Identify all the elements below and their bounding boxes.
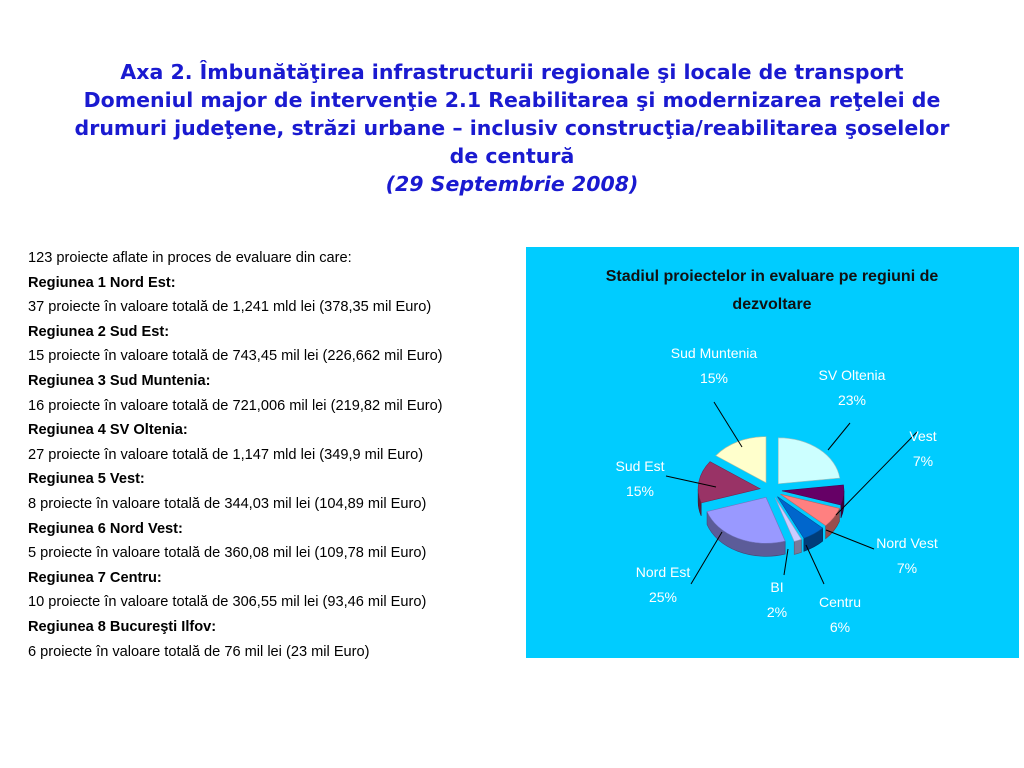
slice-label-name-4: Centru — [818, 594, 862, 610]
slice-label-pct-1: 23% — [837, 392, 867, 408]
region-5-name: Regiunea 5 Vest: — [28, 471, 145, 488]
slice-label-pct-7: 15% — [625, 483, 655, 499]
slice-label-name-1: SV Oltenia — [818, 367, 886, 383]
slice-label-name-2: Vest — [909, 428, 937, 444]
chart-title-line-2: dezvoltare — [732, 296, 812, 313]
region-3-detail: 16 proiecte în valoare totală de 721,006 mil lei (219,82 mil Euro) — [28, 397, 443, 414]
region-6-name: Regiunea 6 Nord Vest: — [28, 520, 183, 537]
slice-label-pct-8: 15% — [699, 370, 729, 386]
pie-slices — [698, 437, 844, 557]
slice-label-name-6: Nord Est — [635, 564, 691, 580]
region-8-detail: 6 proiecte în valoare totală de 76 mil lei (23 mil Euro) — [28, 643, 370, 660]
pie-chart-panel — [526, 247, 1019, 658]
leader-line-4 — [806, 545, 824, 584]
page-title — [20, 58, 1004, 198]
region-4-detail: 27 proiecte în valoare totală de 1,147 mld lei (349,9 mil Euro) — [28, 446, 424, 463]
pie-slice-1 — [778, 438, 840, 484]
title-line-2: Domeniul major de intervenţie 2.1 Reabilitarea şi modernizarea reţelei de — [83, 88, 941, 112]
region-7-name: Regiunea 7 Centru: — [28, 569, 162, 586]
title-line-3: drumuri judeţene, străzi urbane – inclusiv construcţia/reabilitarea şoselelor — [74, 116, 950, 140]
intro-text: 123 proiecte aflate in proces de evaluare din care: — [28, 250, 352, 266]
region-7-detail: 10 proiecte în valoare totală de 306,55 mil lei (93,46 mil Euro) — [28, 594, 427, 611]
slice-label-pct-3: 7% — [896, 560, 918, 576]
title-line-4: de centură — [449, 144, 575, 168]
region-2-name: Regiunea 2 Sud Est: — [28, 323, 170, 340]
leader-line-3 — [826, 530, 874, 549]
region-2-detail: 15 proiecte în valoare totală de 743,45 mil lei (226,662 mil Euro) — [28, 348, 443, 365]
region-5-detail: 8 proiecte în valoare totală de 344,03 mil lei (104,89 mil Euro) — [28, 495, 427, 512]
title-line-1: Axa 2. Îmbunătăţirea infrastructurii regionale şi locale de transport — [120, 60, 904, 84]
slice-label-pct-4: 6% — [829, 619, 851, 635]
leader-line-6 — [691, 532, 722, 584]
region-info-list — [28, 246, 518, 664]
slice-label-name-8: Sud Muntenia — [670, 345, 758, 361]
region-8-name: Regiunea 8 Bucureşti Ilfov: — [28, 618, 217, 635]
pie-slice-side-5 — [794, 539, 801, 554]
slice-label-pct-5: 2% — [766, 604, 788, 620]
region-1-detail: 37 proiecte în valoare totală de 1,241 mld lei (378,35 mil Euro) — [28, 299, 432, 316]
region-3-name: Regiunea 3 Sud Muntenia: — [28, 372, 211, 389]
slice-label-name-7: Sud Est — [615, 458, 665, 474]
region-6-detail: 5 proiecte în valoare totală de 360,08 mil lei (109,78 mil Euro) — [28, 545, 427, 562]
slice-label-pct-6: 25% — [648, 589, 678, 605]
chart-title-line-1: Stadiul proiectelor in evaluare pe regiuni de — [605, 268, 939, 285]
slice-label-pct-2: 7% — [912, 453, 934, 469]
leader-line-1 — [828, 423, 850, 450]
slice-label-name-5: BI — [770, 579, 784, 595]
title-date: (29 Septembrie 2008) — [385, 172, 639, 196]
slice-label-name-3: Nord Vest — [876, 535, 938, 551]
pie-chart — [526, 247, 1019, 658]
pie-labels — [615, 345, 937, 635]
leader-line-2 — [836, 432, 917, 515]
region-1-name: Regiunea 1 Nord Est: — [28, 274, 176, 291]
leader-line-8 — [714, 402, 742, 447]
region-4-name: Regiunea 4 SV Oltenia: — [28, 422, 188, 439]
